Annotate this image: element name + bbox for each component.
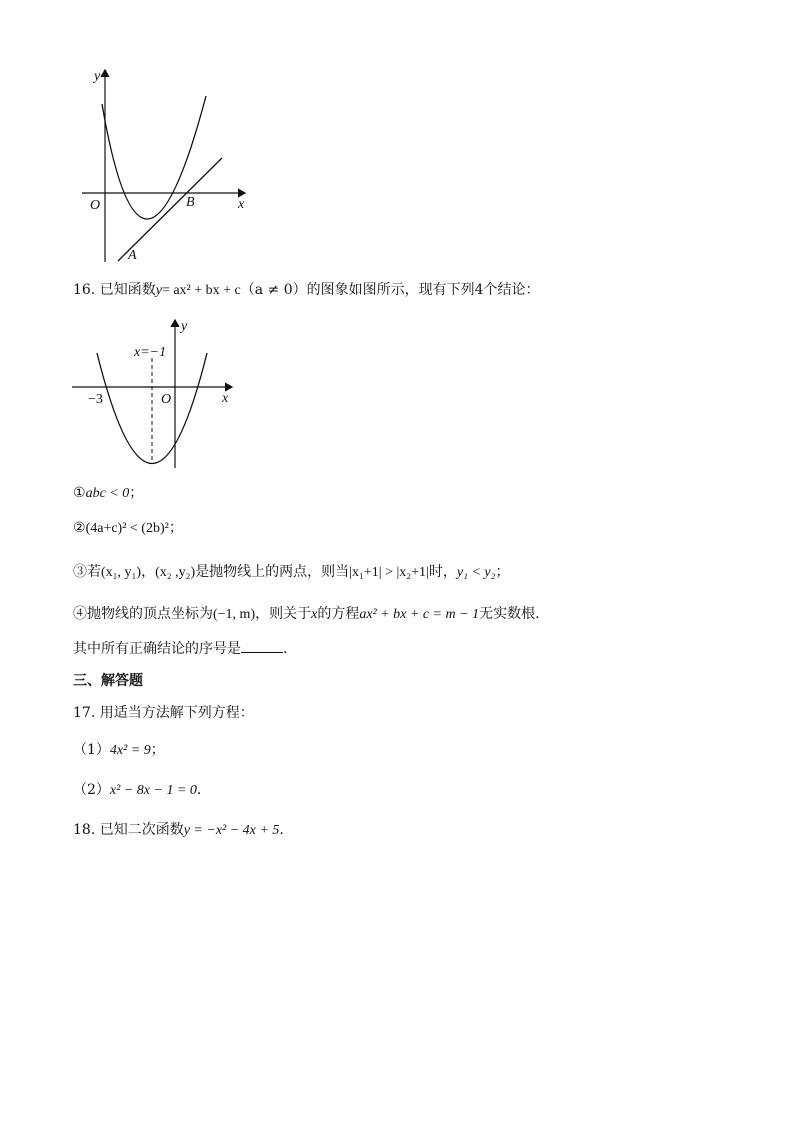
- conclusion-3: [73, 562, 509, 583]
- q17-part1: [73, 740, 165, 761]
- origin-label: O: [161, 392, 172, 407]
- figure-parabola-axis: [70, 316, 240, 476]
- answer-blank[interactable]: [241, 639, 283, 653]
- q16-statement: [73, 280, 540, 301]
- c4-vertex: (−1, m): [213, 607, 256, 622]
- axis-label: x=−1: [134, 345, 167, 360]
- q16-func-rhs: = ax² + bx + c: [161, 283, 241, 298]
- c3-text1: 若: [87, 564, 101, 580]
- q16-prompt-end: .: [283, 641, 288, 657]
- c4-mark: ④: [73, 606, 87, 622]
- c4-text3: 的方程: [317, 606, 360, 622]
- q16-tail: 的图象如图所示，现有下列4个结论：: [306, 282, 540, 298]
- c2-expr: (4a+c)² < (2b)²: [85, 521, 169, 536]
- c2-end: ；: [168, 520, 183, 536]
- point-b-label: B: [186, 195, 195, 210]
- c1-end: ；: [129, 485, 144, 501]
- c4-text4: 无实数根.: [479, 606, 540, 622]
- q16-lead: 已知函数: [99, 282, 156, 298]
- q16-condition: （a ≠ 0）: [240, 282, 307, 298]
- section-heading: 三、解答题: [73, 673, 143, 689]
- x-axis-label: x: [222, 391, 229, 406]
- c3-comma: ，: [141, 564, 156, 580]
- q17-statement: [73, 703, 254, 723]
- origin-label: O: [90, 198, 101, 213]
- conclusion-1: [73, 483, 143, 504]
- q16-prompt-text: 其中所有正确结论的序号是: [73, 641, 241, 657]
- c3-end: ；: [495, 564, 510, 580]
- c3-conclusion: y₁ < y₂: [456, 565, 496, 580]
- q17-p1-label: （1）: [73, 742, 110, 758]
- q18-end: .: [279, 822, 284, 838]
- c1-expr: abc < 0: [85, 486, 130, 501]
- q17-p2-end: .: [196, 782, 202, 798]
- q17-p1-equation: 4x² = 9: [109, 743, 151, 758]
- q17-part2: [73, 780, 201, 801]
- c3-text3: 时，: [428, 564, 457, 580]
- q17-text: 用适当方法解下列方程：: [99, 705, 254, 721]
- c4-text1: 抛物线的顶点坐标为: [87, 606, 213, 622]
- conclusion-2: [73, 518, 183, 539]
- q17-p2-equation: x² − 8x − 1 = 0: [109, 783, 197, 798]
- q18-function: y = −x² − 4x + 5: [183, 823, 280, 838]
- figure-parabola-line: [82, 62, 257, 267]
- q16-number: 16.: [73, 282, 96, 298]
- c1-mark: ①: [73, 485, 86, 501]
- root-label: −3: [88, 392, 103, 407]
- q17-p2-label: （2）: [73, 782, 110, 798]
- c2-mark: ②: [73, 520, 86, 536]
- c3-condition: |x₁+1| > |x₂+1|: [349, 565, 429, 580]
- q16-prompt: [73, 639, 287, 659]
- c4-equation: ax² + bx + c = m − 1: [359, 607, 480, 622]
- q16-func-y: y: [155, 283, 162, 298]
- point-a-label: A: [128, 248, 137, 263]
- c4-text2: ，则关于: [255, 606, 312, 622]
- c3-text2: 是抛物线上的两点，则当: [195, 564, 350, 580]
- c4-var: x: [311, 607, 318, 622]
- q17-number: 17.: [73, 705, 96, 721]
- c3-point2: (x₂ ,y₂): [155, 565, 196, 580]
- y-axis-label: y: [94, 69, 101, 84]
- q18-text: 已知二次函数: [99, 822, 184, 838]
- q18-statement: [73, 820, 284, 841]
- x-axis-label: x: [238, 197, 245, 212]
- c3-mark: ③: [73, 564, 87, 580]
- q18-number: 18.: [73, 822, 96, 838]
- y-axis-label: y: [181, 319, 188, 334]
- c3-point1: (x₁, y₁): [101, 565, 142, 580]
- q17-p1-end: ；: [150, 742, 165, 758]
- conclusion-4: [73, 604, 540, 625]
